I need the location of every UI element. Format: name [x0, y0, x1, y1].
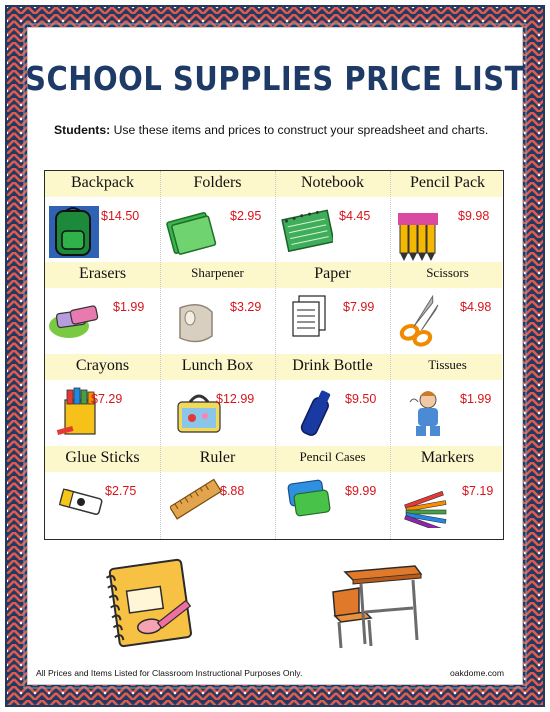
- column-separator: [160, 171, 161, 539]
- folder-icon: [164, 207, 218, 261]
- item-name: Lunch Box: [181, 357, 254, 374]
- ruler-icon: [170, 474, 224, 528]
- item-price: $14.50: [101, 209, 140, 223]
- instructions: [54, 123, 488, 137]
- item-price: $.88: [220, 484, 245, 498]
- item-price: $2.95: [230, 209, 262, 223]
- item-price: $12.99: [216, 392, 255, 406]
- item-price: $9.99: [345, 484, 377, 498]
- paper-icon: [285, 292, 339, 346]
- pencil-pack-icon: [394, 207, 448, 261]
- item-name: Ruler: [199, 449, 236, 466]
- instructions-label: Students:: [54, 123, 111, 137]
- price-grid: [44, 170, 504, 540]
- sharpener-icon: [170, 294, 224, 348]
- footer-disclaimer: All Prices and Items Listed for Classroom Instructional Purposes Only.: [36, 668, 303, 678]
- item-name: Backpack: [70, 174, 135, 191]
- column-separator: [390, 171, 391, 539]
- item-name: Crayons: [75, 357, 130, 374]
- item-name: Notebook: [300, 174, 365, 191]
- glue-stick-icon: [55, 476, 109, 530]
- item-price: $2.75: [105, 484, 137, 498]
- item-name: Pencil Cases: [299, 449, 366, 464]
- item-name: Markers: [420, 449, 475, 466]
- item-price: $9.50: [345, 392, 377, 406]
- item-name: Paper: [314, 265, 351, 282]
- item-price: $7.29: [91, 392, 123, 406]
- page-title: SCHOOL SUPPLIES PRICE LIST: [25, 59, 525, 99]
- item-name: Tissues: [428, 357, 467, 372]
- eraser-icon: [47, 292, 101, 346]
- item-price: $9.98: [458, 209, 490, 223]
- notebook-icon: [279, 205, 333, 259]
- backpack-icon: [48, 205, 102, 259]
- markers-icon: [400, 474, 454, 528]
- tissues-icon: [402, 384, 456, 438]
- item-price: $4.98: [460, 300, 492, 314]
- item-price: $7.19: [462, 484, 494, 498]
- footer-site: oakdome.com: [450, 668, 504, 678]
- item-price: $1.99: [113, 300, 145, 314]
- instructions-text: Use these items and prices to construct your spreadsheet and charts.: [110, 123, 489, 137]
- item-name: Sharpener: [191, 265, 244, 280]
- item-price: $1.99: [460, 392, 492, 406]
- item-name: Glue Sticks: [65, 449, 140, 466]
- column-separator: [275, 171, 276, 539]
- item-price: $7.99: [343, 300, 375, 314]
- school-desk-illustration: [325, 552, 435, 652]
- item-name: Drink Bottle: [292, 357, 373, 374]
- scissors-icon: [394, 294, 448, 348]
- drink-bottle-icon: [291, 386, 345, 440]
- item-name: Scissors: [426, 265, 469, 280]
- spiral-notebook-illustration: [100, 550, 200, 650]
- pencil-case-icon: [285, 474, 339, 528]
- item-price: $3.29: [230, 300, 262, 314]
- item-name: Folders: [193, 174, 242, 191]
- item-name: Pencil Pack: [409, 174, 486, 191]
- item-price: $4.45: [339, 209, 371, 223]
- item-name: Erasers: [78, 265, 127, 282]
